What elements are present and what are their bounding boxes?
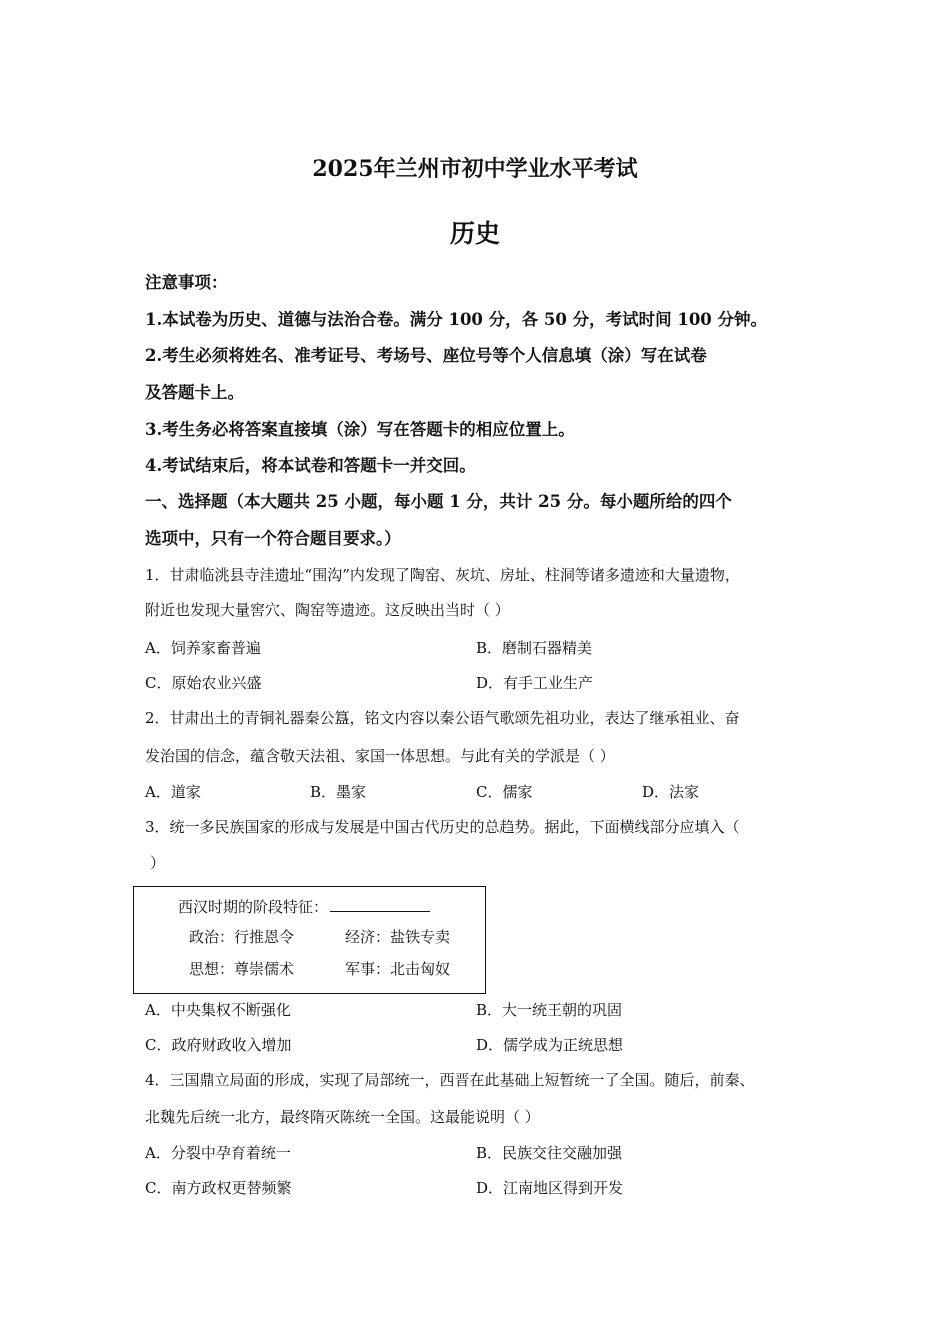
question-4-stem: 4．三国鼎立局面的形成，实现了局部统一，西晋在此基础上短暂统一了全国。随后，前秦、 (145, 1071, 755, 1089)
q1-option-a[interactable]: A．饲养家畜普遍 (145, 639, 261, 657)
q3-material-box (133, 886, 486, 994)
q3-box-economy: 经济：盐铁专卖 (345, 928, 451, 946)
q1-option-c[interactable]: C．原始农业兴盛 (145, 674, 262, 692)
q3-box-thought: 思想：尊崇儒术 (189, 960, 295, 978)
q3-box-politics: 政治：行推恩令 (189, 928, 295, 946)
section-heading: 一、选择题（本大题共 25 小题，每小题 1 分，共计 25 分。每小题所给的四个 (145, 492, 732, 511)
notice-item-1: 1.本试卷为历史、道德与法治合卷。满分 100 分，各 50 分，考试时间 100 分钟。 (145, 310, 768, 329)
answer-blank (330, 897, 430, 912)
notice-item-3: 3.考生务必将答案直接填（涂）写在答题卡的相应位置上。 (145, 420, 575, 439)
q1-option-d[interactable]: D．有手工业生产 (476, 674, 594, 692)
q4-option-a[interactable]: A．分裂中孕育着统一 (145, 1144, 291, 1162)
q1-option-b[interactable]: B．磨制石器精美 (476, 639, 593, 657)
subject-title: 历史 (449, 219, 500, 248)
question-3-stem-cont: ） (150, 854, 166, 872)
question-4-stem-cont: 北魏先后统一北方，最终隋灭陈统一全国。这最能说明（ ） (145, 1108, 540, 1126)
q3-option-d[interactable]: D．儒学成为正统思想 (476, 1036, 624, 1054)
q2-option-b[interactable]: B．墨家 (310, 783, 367, 801)
question-1-stem-cont: 附近也发现大量窖穴、陶窑等遗迹。这反映出当时（ ） (145, 601, 510, 619)
q3-box-military: 军事：北击匈奴 (345, 960, 451, 978)
q3-box-label: 西汉时期的阶段特征： (178, 898, 329, 916)
notice-heading: 注意事项： (145, 273, 228, 292)
q3-option-a[interactable]: A．中央集权不断强化 (145, 1001, 291, 1019)
exam-title: 2025年兰州市初中学业水平考试 (312, 156, 638, 182)
q4-option-b[interactable]: B．民族交往交融加强 (476, 1144, 623, 1162)
question-2-stem-cont: 发治国的信念，蕴含敬天法祖、家国一体思想。与此有关的学派是（ ） (145, 747, 615, 765)
question-3-stem: 3．统一多民族国家的形成与发展是中国古代历史的总趋势。据此，下面横线部分应填入（ (145, 818, 740, 836)
section-heading-cont: 选项中，只有一个符合题目要求。） (145, 529, 401, 548)
question-1-stem: 1．甘肃临洮县寺洼遗址“围沟”内发现了陶窑、灰坑、房址、柱洞等诸多遗迹和大量遗物， (145, 566, 740, 584)
notice-item-2-cont: 及答题卡上。 (145, 383, 244, 402)
q2-option-d[interactable]: D．法家 (642, 783, 700, 801)
q2-option-a[interactable]: A．道家 (145, 783, 201, 801)
q4-option-d[interactable]: D．江南地区得到开发 (476, 1179, 624, 1197)
q4-option-c[interactable]: C．南方政权更替频繁 (145, 1179, 292, 1197)
q3-option-b[interactable]: B．大一统王朝的巩固 (476, 1001, 623, 1019)
notice-item-2: 2.考生必须将姓名、准考证号、考场号、座位号等个人信息填（涂）写在试卷 (145, 346, 707, 365)
question-2-stem: 2．甘肃出土的青铜礼器秦公簋，铭文内容以秦公语气歌颂先祖功业，表达了继承祖业、奋 (145, 709, 740, 727)
q2-option-c[interactable]: C．儒家 (476, 783, 533, 801)
q3-box-label-row (178, 897, 430, 917)
q3-option-c[interactable]: C．政府财政收入增加 (145, 1036, 292, 1054)
notice-item-4: 4.考试结束后，将本试卷和答题卡一并交回。 (145, 456, 476, 475)
